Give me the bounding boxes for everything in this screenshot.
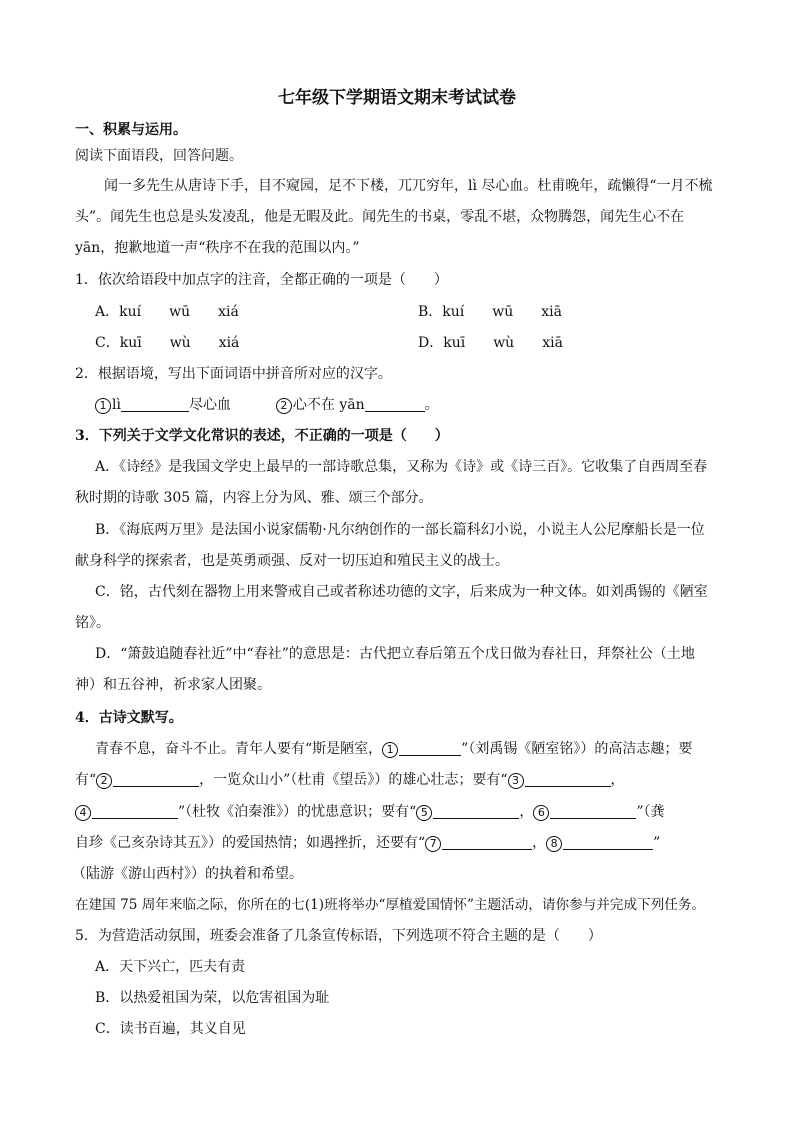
passage-line: 头”。闻先生也总是头发凌乱，他是无暇及此。闻先生的书桌，零乱不堪，众物腾怨，闻先生心不在 xyxy=(75,209,685,225)
option-b: B．kuí wū xiā xyxy=(418,304,562,320)
answer-blank[interactable] xyxy=(442,835,532,850)
circled-number: 6 xyxy=(533,805,549,821)
question-2-items xyxy=(95,396,439,414)
option-line: A．《诗经》是我国文学史上最早的一部诗歌总集，又称为《诗》或《诗三百》。它收集了自西周至春 xyxy=(95,459,708,475)
circled-number: 5 xyxy=(416,805,432,821)
option-line: 神）和五谷神，祈求家人团聚。 xyxy=(75,677,271,693)
circled-number: 2 xyxy=(96,773,112,789)
option-c: C．kuī wù xiá xyxy=(95,335,240,351)
option-line: D．“箫鼓追随春社近”中“春社”的意思是：古代把立春后第五个戊日做为春社日，拜祭社公（土地 xyxy=(95,646,695,662)
question-2-stem: 2．根据语境，写出下面词语中拼音所对应的汉字。 xyxy=(75,366,392,382)
answer-blank[interactable] xyxy=(92,804,178,819)
answer-blank[interactable] xyxy=(525,772,611,787)
circled-number: 2 xyxy=(276,398,292,414)
answer-blank[interactable] xyxy=(433,804,519,819)
question-5-stem: 5．为营造活动氛围，班委会准备了几条宣传标语，下列选项不符合主题的是（ ） xyxy=(75,928,602,944)
answer-blank[interactable] xyxy=(550,804,636,819)
word-text: 心不在 yān xyxy=(292,397,365,413)
poetry-line xyxy=(75,771,625,789)
option-d: D．kuī wù xiā xyxy=(418,335,563,351)
option-line: C．铭，古代刻在器物上用来警戒自己或者称述功德的文字，后来成为一种文体。如刘禹锡的《陋室 xyxy=(95,584,708,600)
option-line: 铭》。 xyxy=(75,615,110,631)
pinyin-text: lì xyxy=(112,397,121,413)
poetry-text: 有“ xyxy=(75,772,97,788)
poetry-text: ”（杜牧《泊秦淮》）的忧患意识；要有“ xyxy=(178,804,417,820)
answer-blank[interactable] xyxy=(113,772,199,787)
circled-number: 4 xyxy=(75,805,91,821)
reading-instruction: 阅读下面语段，回答问题。 xyxy=(75,148,243,164)
poetry-text: ” xyxy=(653,835,661,851)
answer-blank[interactable] xyxy=(121,397,189,412)
poetry-text: 自珍《己亥杂诗其五》）的爱国热情；如遇挫折，还要有“ xyxy=(75,835,426,851)
circled-number: 7 xyxy=(425,836,441,852)
question-1-stem: 1．依次给语段中加点字的注音，全都正确的一项是（ ） xyxy=(75,272,448,288)
circled-number: 8 xyxy=(546,836,562,852)
poetry-text: ”（龚 xyxy=(636,804,665,820)
section-heading: 一、积累与运用。 xyxy=(75,122,187,138)
poetry-text: 青春不息，奋斗不止。青年人要有“斯是陋室， xyxy=(95,741,383,757)
option-line: 献身科学的探索者，也是英勇顽强、反对一切压迫和殖民主义的战士。 xyxy=(75,553,509,569)
option-a: A．天下兴亡，匹夫有责 xyxy=(95,959,246,975)
poetry-text: ，一览众山小”（杜甫《望岳》）的雄心壮志；要有“ xyxy=(199,772,508,788)
page-title: 七年级下学期语文期末考试试卷 xyxy=(278,88,516,108)
punctuation: 。 xyxy=(424,397,439,413)
passage-line: yān，抱歉地道一声“秩序不在我的范围以内。” xyxy=(75,240,360,256)
answer-blank[interactable] xyxy=(399,741,461,756)
poetry-line: （陆游《游山西村》）的执着和希望。 xyxy=(72,866,303,882)
poetry-text: ”（刘禹锡《陋室铭》）的高洁志趣；要 xyxy=(461,741,693,757)
question-4-stem: 4．古诗文默写。 xyxy=(75,710,183,726)
option-a: A．kuí wū xiá xyxy=(95,304,239,320)
activity-context: 在建国 75 周年来临之际，你所在的七(1)班将举办“厚植爱国情怀”主题活动，请你参与并完成下列任务。 xyxy=(75,897,706,913)
circled-number: 3 xyxy=(508,773,524,789)
poetry-text: ， xyxy=(519,804,534,820)
poetry-line xyxy=(75,834,660,852)
answer-blank[interactable] xyxy=(563,835,653,850)
poetry-line xyxy=(75,803,665,821)
option-b: B．以热爱祖国为荣，以危害祖国为耻 xyxy=(95,990,330,1006)
option-c: C．读书百遍，其义自见 xyxy=(95,1021,246,1037)
circled-number: 1 xyxy=(95,398,111,414)
passage-line: 闻一多先生从唐诗下手，目不窥园，足不下楼，兀兀穷年，lì 尽心血。杜甫晚年，疏懒得“一月不梳 xyxy=(104,178,713,194)
poetry-line xyxy=(95,740,692,758)
poetry-text: ， xyxy=(610,772,625,788)
answer-blank[interactable] xyxy=(365,397,425,412)
circled-number: 1 xyxy=(382,742,398,758)
option-line: B．《海底两万里》是法国小说家儒勒·凡尔纳创作的一部长篇科幻小说，小说主人公尼摩船长是一位 xyxy=(95,522,705,538)
question-3-stem: 3．下列关于文学文化常识的表述，不正确的一项是（ ） xyxy=(75,428,449,444)
poetry-text: ， xyxy=(532,835,547,851)
word-text: 尽心血 xyxy=(188,397,231,413)
option-line: 秋时期的诗歌 305 篇，内容上分为风、雅、颂三个部分。 xyxy=(75,490,433,506)
